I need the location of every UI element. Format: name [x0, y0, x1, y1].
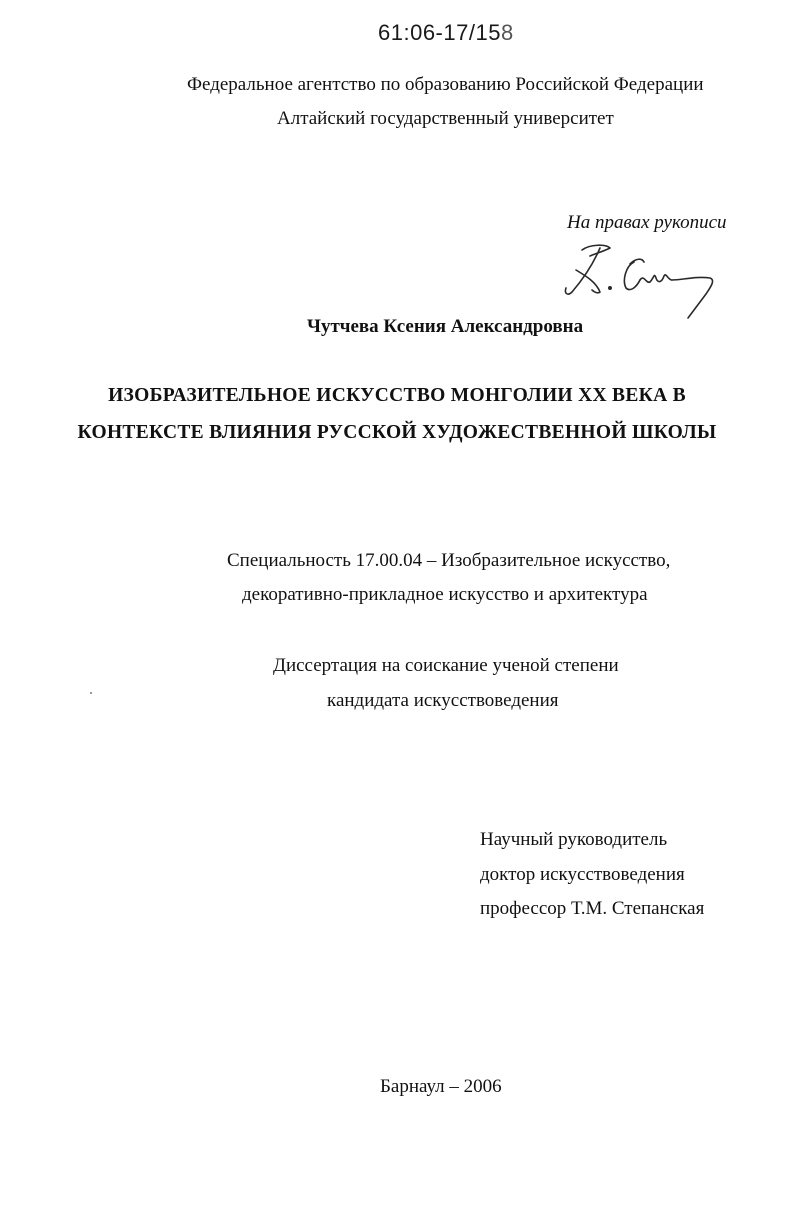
- manuscript-note: На правах рукописи: [567, 212, 727, 233]
- author-name: Чутчева Ксения Александровна: [307, 316, 584, 337]
- supervisor-line-3: профессор Т.М. Степанская: [480, 898, 705, 919]
- title-line-2: КОНТЕКСТЕ ВЛИЯНИЯ РУССКОЙ ХУДОЖЕСТВЕННОЙ ШКОЛЫ: [77, 422, 717, 443]
- university-name: Алтайский государственный университет: [277, 108, 614, 129]
- catalog-number-last-digit: 8: [500, 20, 514, 45]
- specialty-line-2: декоративно-прикладное искусство и архитектура: [242, 584, 648, 605]
- agency-name: Федеральное агентство по образованию Российской Федерации: [187, 74, 704, 95]
- city-year: Барнаул – 2006: [380, 1076, 502, 1097]
- dissertation-line-1: Диссертация на соискание ученой степени: [273, 655, 619, 676]
- scan-speck: [90, 692, 92, 694]
- signature: [560, 240, 720, 327]
- catalog-number: [378, 20, 514, 46]
- title-line-1: ИЗОБРАЗИТЕЛЬНОЕ ИСКУССТВО МОНГОЛИИ XX ВЕКА В: [108, 385, 686, 406]
- specialty-line-1: Специальность 17.00.04 – Изобразительное искусство,: [227, 550, 671, 571]
- supervisor-line-2: доктор искусствоведения: [480, 864, 685, 885]
- supervisor-line-1: Научный руководитель: [480, 829, 668, 850]
- signature-scribble: [560, 240, 720, 322]
- catalog-number-main: 61:06-17/15: [378, 20, 501, 45]
- dissertation-line-2: кандидата искусствоведения: [327, 690, 559, 711]
